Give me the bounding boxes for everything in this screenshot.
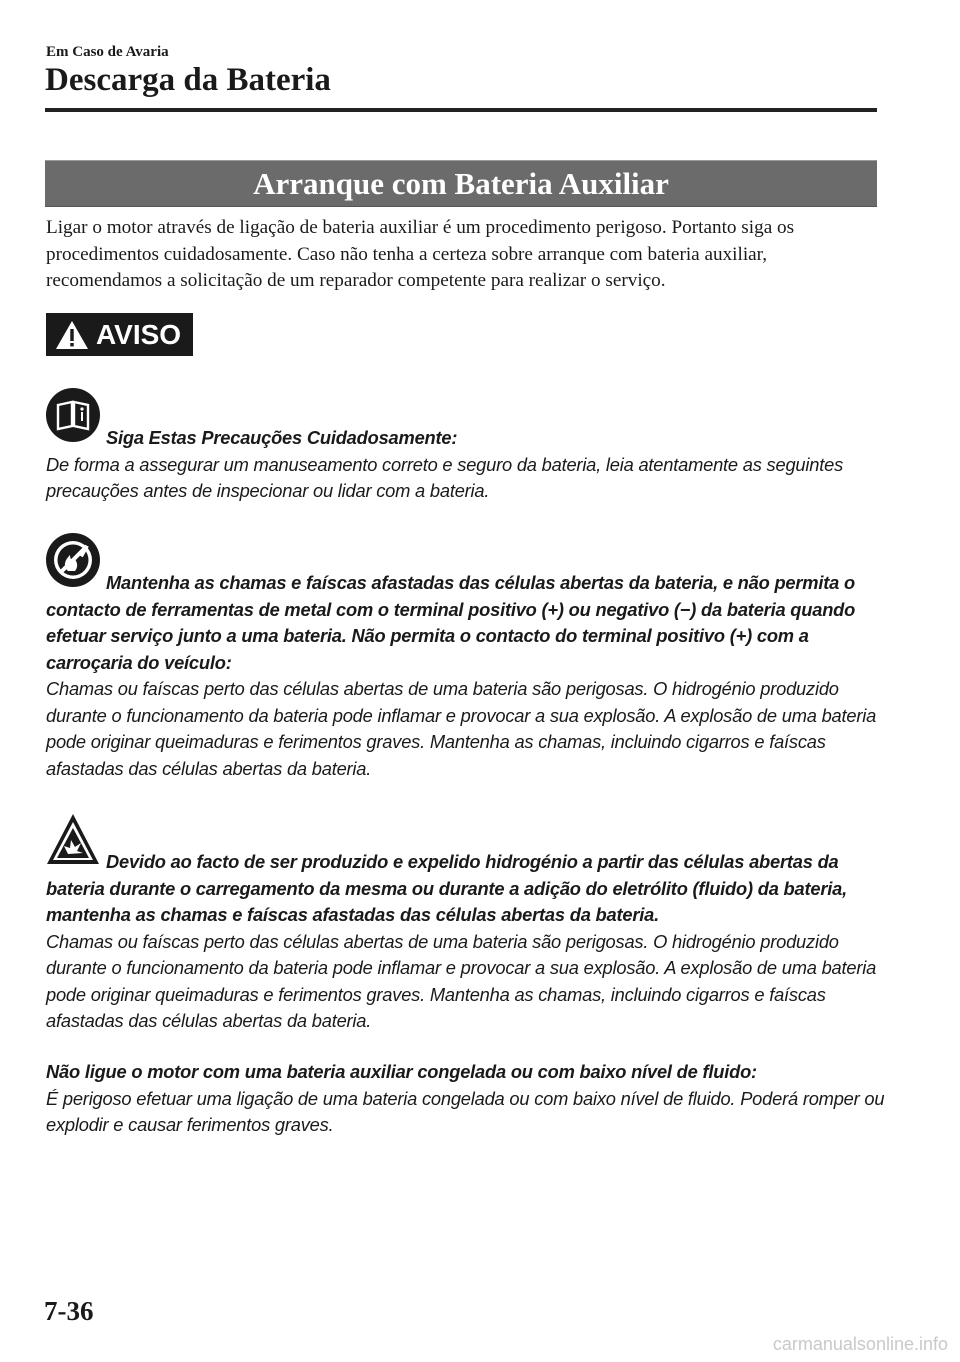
warning-item bbox=[46, 388, 886, 505]
section-banner: Arranque com Bateria Auxiliar bbox=[45, 160, 877, 207]
manual-icon bbox=[46, 388, 100, 442]
warning-item bbox=[46, 812, 886, 1035]
section-label: Em Caso de Avaria bbox=[46, 44, 169, 60]
warning-body: Chamas ou faíscas perto das células abertas de uma bateria são perigosas. O hidrogénio produzido durante o funcionamento da bateria pode inflamar e provocar a sua explosão. A explosão de uma bateria pode originar queimaduras e ferimentos graves. Mantenha as chamas, incluindo cigarros e faíscas afastadas das células abertas da bateria. bbox=[46, 678, 877, 779]
warning-body: É perigoso efetuar uma ligação de uma bateria congelada ou com baixo nível de fluido. Poderá romper ou explodir e causar ferimentos graves. bbox=[46, 1087, 885, 1135]
warning-triangle-icon bbox=[54, 319, 90, 351]
warning-body: De forma a assegurar um manuseamento correto e seguro da bateria, leia atentamente as seguintes precauções antes de inspecionar ou lidar com a bateria. bbox=[46, 453, 844, 501]
warning-item bbox=[46, 1059, 886, 1139]
warning-badge-label: AVISO bbox=[96, 318, 182, 350]
warning-heading-text: Devido ao facto de ser produzido e expelido hidrogénio a partir das células abertas da bateria durante o carregamento da mesma ou durante a adição do eletrólito (fluido) da bateria, mantenha as chamas e faíscas afastadas das células abertas da bateria. bbox=[46, 851, 847, 925]
page-number: 7-36 bbox=[44, 1296, 94, 1326]
warning-heading-text: Mantenha as chamas e faíscas afastadas das células abertas da bateria, e não permita o contacto de ferramentas de metal com o terminal positivo (+) ou negativo (−) da bateria quando efetuar serviço junto a uma bateria. Não permita o contacto do terminal positivo (+) com a carroçaria do veículo: bbox=[46, 572, 856, 673]
intro-paragraph: Ligar o motor através de ligação de bateria auxiliar é um procedimento perigoso. Portanto siga os procedimentos cuidadosamente. Caso não tenha a certeza sobre arranque com bateria auxiliar, recomendamos a solicitação de um reparador competente para realizar o serviço. bbox=[46, 217, 795, 291]
no-flame-icon bbox=[46, 533, 100, 587]
warning-body: Chamas ou faíscas perto das células abertas de uma bateria são perigosas. O hidrogénio produzido durante o funcionamento da bateria pode inflamar e provocar a sua explosão. A explosão de uma bateria pode originar queimaduras e ferimentos graves. Mantenha as chamas, incluindo cigarros e faíscas afastadas das células abertas da bateria. bbox=[46, 930, 877, 1031]
warning-heading: Siga Estas Precauções Cuidadosamente: bbox=[106, 427, 458, 448]
explosion-warning-icon bbox=[46, 812, 100, 866]
watermark: carmanualsonline.info bbox=[772, 1334, 948, 1354]
warning-heading bbox=[46, 851, 847, 925]
warning-badge bbox=[46, 313, 193, 356]
warning-heading: Não ligue o motor com uma bateria auxiliar congelada ou com baixo nível de fluido: bbox=[46, 1061, 757, 1082]
title-divider bbox=[45, 108, 877, 112]
page-title: Descarga da Bateria bbox=[45, 62, 331, 98]
warning-item bbox=[46, 533, 886, 782]
warning-heading bbox=[46, 572, 855, 673]
